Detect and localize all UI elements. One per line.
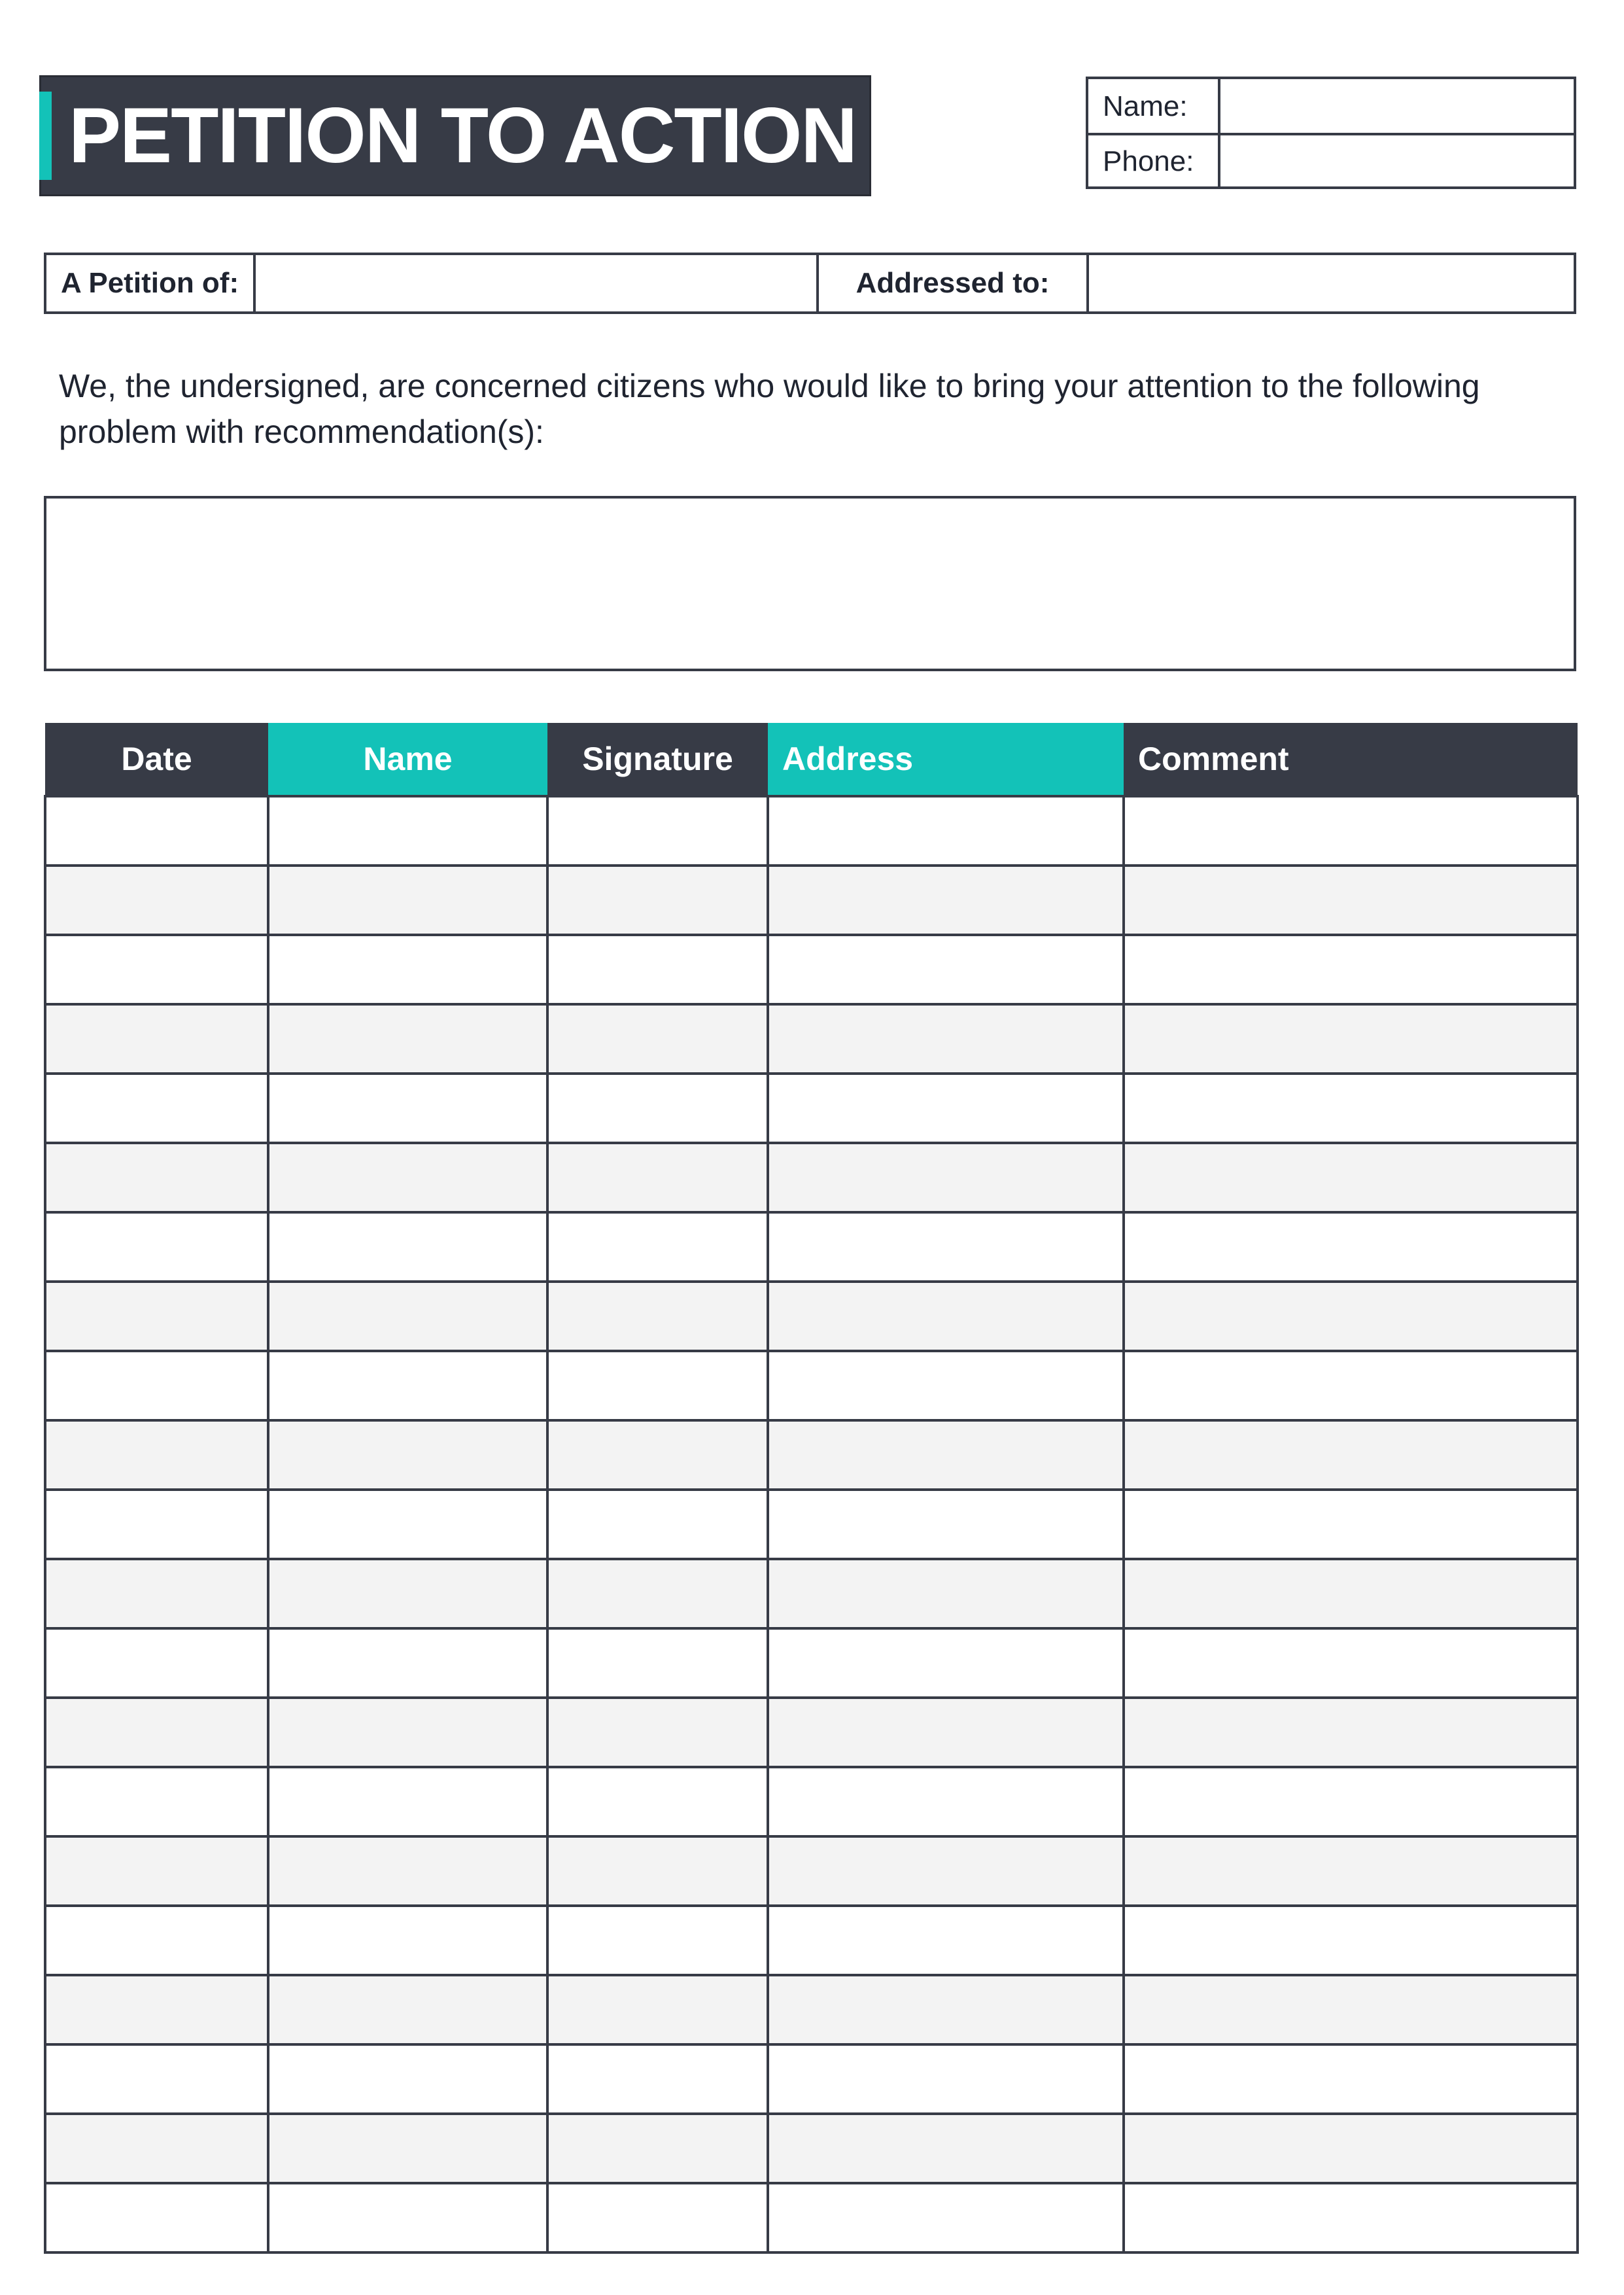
phone-row bbox=[1088, 134, 1574, 188]
date-cell[interactable] bbox=[45, 2114, 268, 2183]
signature-cell[interactable] bbox=[547, 2114, 768, 2183]
address-cell[interactable] bbox=[768, 1767, 1124, 1836]
date-cell[interactable] bbox=[45, 796, 268, 866]
address-cell[interactable] bbox=[768, 1420, 1124, 1490]
name-cell[interactable] bbox=[268, 2114, 547, 2183]
name-cell[interactable] bbox=[268, 1420, 547, 1490]
table-row bbox=[45, 1628, 1578, 1698]
signature-cell[interactable] bbox=[547, 1212, 768, 1282]
petition-of-label: A Petition of: bbox=[46, 255, 256, 311]
contact-box bbox=[1086, 77, 1576, 189]
name-cell[interactable] bbox=[268, 1767, 547, 1836]
signature-cell[interactable] bbox=[547, 1698, 768, 1767]
address-cell[interactable] bbox=[768, 2114, 1124, 2183]
signature-cell[interactable] bbox=[547, 1767, 768, 1836]
signature-cell[interactable] bbox=[547, 1975, 768, 2044]
comment-cell[interactable] bbox=[1124, 1836, 1578, 1906]
addressed-to-label: Addressed to: bbox=[819, 255, 1089, 311]
address-cell[interactable] bbox=[768, 1212, 1124, 1282]
name-cell[interactable] bbox=[268, 1212, 547, 1282]
table-row bbox=[45, 1282, 1578, 1351]
petition-bar bbox=[44, 253, 1576, 314]
table-body bbox=[45, 796, 1578, 2252]
comment-cell[interactable] bbox=[1124, 1906, 1578, 1975]
name-cell[interactable] bbox=[268, 1628, 547, 1698]
table-row bbox=[45, 935, 1578, 1004]
comment-cell[interactable] bbox=[1124, 1074, 1578, 1143]
address-cell[interactable] bbox=[768, 796, 1124, 866]
column-header-date: Date bbox=[45, 723, 268, 796]
signature-table bbox=[44, 723, 1579, 2254]
phone-field[interactable] bbox=[1220, 134, 1574, 188]
address-cell[interactable] bbox=[768, 2183, 1124, 2252]
table-row bbox=[45, 1767, 1578, 1836]
recommendation-field[interactable] bbox=[44, 496, 1576, 671]
address-cell[interactable] bbox=[768, 866, 1124, 935]
address-cell[interactable] bbox=[768, 1490, 1124, 1559]
table-row bbox=[45, 1212, 1578, 1282]
date-cell[interactable] bbox=[45, 2044, 268, 2114]
signature-cell[interactable] bbox=[547, 1143, 768, 1212]
signature-cell[interactable] bbox=[547, 1490, 768, 1559]
address-cell[interactable] bbox=[768, 1836, 1124, 1906]
table-row bbox=[45, 1074, 1578, 1143]
phone-label: Phone: bbox=[1088, 134, 1220, 188]
signature-cell[interactable] bbox=[547, 796, 768, 866]
statement-text: We, the undersigned, are concerned citizens who would like to bring your attention to the following problem with recommendation(s): bbox=[59, 368, 1480, 450]
address-cell[interactable] bbox=[768, 1351, 1124, 1420]
comment-cell[interactable] bbox=[1124, 1143, 1578, 1212]
date-cell[interactable] bbox=[45, 1975, 268, 2044]
comment-cell[interactable] bbox=[1124, 1282, 1578, 1351]
date-cell[interactable] bbox=[45, 2183, 268, 2252]
name-cell[interactable] bbox=[268, 1282, 547, 1351]
signature-cell[interactable] bbox=[547, 935, 768, 1004]
comment-cell[interactable] bbox=[1124, 796, 1578, 866]
page-title: PETITION TO ACTION bbox=[69, 92, 857, 179]
name-cell[interactable] bbox=[268, 1490, 547, 1559]
address-cell[interactable] bbox=[768, 1143, 1124, 1212]
table-row bbox=[45, 866, 1578, 935]
address-cell[interactable] bbox=[768, 1074, 1124, 1143]
table-row bbox=[45, 1836, 1578, 1906]
address-cell[interactable] bbox=[768, 1698, 1124, 1767]
comment-cell[interactable] bbox=[1124, 1212, 1578, 1282]
date-cell[interactable] bbox=[45, 1559, 268, 1628]
table-row bbox=[45, 1351, 1578, 1420]
date-cell[interactable] bbox=[45, 1628, 268, 1698]
name-cell[interactable] bbox=[268, 1143, 547, 1212]
name-cell[interactable] bbox=[268, 866, 547, 935]
signature-cell[interactable] bbox=[547, 2183, 768, 2252]
date-cell[interactable] bbox=[45, 1490, 268, 1559]
table-row bbox=[45, 796, 1578, 866]
address-cell[interactable] bbox=[768, 935, 1124, 1004]
comment-cell[interactable] bbox=[1124, 1628, 1578, 1698]
comment-cell[interactable] bbox=[1124, 2114, 1578, 2183]
name-cell[interactable] bbox=[268, 1559, 547, 1628]
table-row bbox=[45, 1906, 1578, 1975]
name-cell[interactable] bbox=[268, 2183, 547, 2252]
comment-cell[interactable] bbox=[1124, 1767, 1578, 1836]
name-cell[interactable] bbox=[268, 796, 547, 866]
name-cell[interactable] bbox=[268, 1074, 547, 1143]
signature-cell[interactable] bbox=[547, 1004, 768, 1074]
name-cell[interactable] bbox=[268, 2044, 547, 2114]
table-row bbox=[45, 2183, 1578, 2252]
comment-cell[interactable] bbox=[1124, 1004, 1578, 1074]
table-row bbox=[45, 1490, 1578, 1559]
table-row bbox=[45, 1698, 1578, 1767]
comment-cell[interactable] bbox=[1124, 1420, 1578, 1490]
date-cell[interactable] bbox=[45, 1906, 268, 1975]
date-cell[interactable] bbox=[45, 1212, 268, 1282]
comment-cell[interactable] bbox=[1124, 866, 1578, 935]
address-cell[interactable] bbox=[768, 1906, 1124, 1975]
address-cell[interactable] bbox=[768, 1975, 1124, 2044]
name-row bbox=[1088, 79, 1574, 135]
column-header-signature: Signature bbox=[547, 723, 768, 796]
name-field[interactable] bbox=[1220, 79, 1574, 133]
signature-cell[interactable] bbox=[547, 2044, 768, 2114]
signature-cell[interactable] bbox=[547, 1420, 768, 1490]
table-row bbox=[45, 1004, 1578, 1074]
table-row bbox=[45, 2044, 1578, 2114]
signature-cell[interactable] bbox=[547, 1836, 768, 1906]
date-cell[interactable] bbox=[45, 1143, 268, 1212]
column-header-address: Address bbox=[768, 723, 1124, 796]
name-cell[interactable] bbox=[268, 1975, 547, 2044]
signature-cell[interactable] bbox=[547, 866, 768, 935]
addressed-to-field[interactable] bbox=[1089, 255, 1574, 311]
date-cell[interactable] bbox=[45, 1836, 268, 1906]
date-cell[interactable] bbox=[45, 1420, 268, 1490]
address-cell[interactable] bbox=[768, 1282, 1124, 1351]
date-cell[interactable] bbox=[45, 1004, 268, 1074]
address-cell[interactable] bbox=[768, 1559, 1124, 1628]
date-cell[interactable] bbox=[45, 1351, 268, 1420]
date-cell[interactable] bbox=[45, 1074, 268, 1143]
name-label: Name: bbox=[1088, 79, 1220, 133]
date-cell[interactable] bbox=[45, 1767, 268, 1836]
comment-cell[interactable] bbox=[1124, 2183, 1578, 2252]
address-cell[interactable] bbox=[768, 2044, 1124, 2114]
table-row bbox=[45, 1420, 1578, 1490]
comment-cell[interactable] bbox=[1124, 935, 1578, 1004]
table-header-row bbox=[45, 723, 1578, 796]
name-cell[interactable] bbox=[268, 1351, 547, 1420]
title-accent-bar bbox=[39, 92, 52, 180]
signature-cell[interactable] bbox=[547, 1628, 768, 1698]
comment-cell[interactable] bbox=[1124, 2044, 1578, 2114]
date-cell[interactable] bbox=[45, 1282, 268, 1351]
table-row bbox=[45, 1559, 1578, 1628]
table-row bbox=[45, 1975, 1578, 2044]
date-cell[interactable] bbox=[45, 866, 268, 935]
comment-cell[interactable] bbox=[1124, 1975, 1578, 2044]
table-row bbox=[45, 2114, 1578, 2183]
column-header-comment: Comment bbox=[1124, 723, 1578, 796]
column-header-name: Name bbox=[268, 723, 547, 796]
table-row bbox=[45, 1143, 1578, 1212]
signature-cell[interactable] bbox=[547, 1559, 768, 1628]
comment-cell[interactable] bbox=[1124, 1351, 1578, 1420]
comment-cell[interactable] bbox=[1124, 1698, 1578, 1767]
name-cell[interactable] bbox=[268, 935, 547, 1004]
signature-cell[interactable] bbox=[547, 1282, 768, 1351]
address-cell[interactable] bbox=[768, 1004, 1124, 1074]
name-cell[interactable] bbox=[268, 1004, 547, 1074]
comment-cell[interactable] bbox=[1124, 1559, 1578, 1628]
name-cell[interactable] bbox=[268, 1698, 547, 1767]
date-cell[interactable] bbox=[45, 935, 268, 1004]
signature-cell[interactable] bbox=[547, 1351, 768, 1420]
name-cell[interactable] bbox=[268, 1836, 547, 1906]
date-cell[interactable] bbox=[45, 1698, 268, 1767]
signature-cell[interactable] bbox=[547, 1074, 768, 1143]
name-cell[interactable] bbox=[268, 1906, 547, 1975]
address-cell[interactable] bbox=[768, 1628, 1124, 1698]
petition-of-field[interactable] bbox=[256, 255, 819, 311]
signature-cell[interactable] bbox=[547, 1906, 768, 1975]
comment-cell[interactable] bbox=[1124, 1490, 1578, 1559]
